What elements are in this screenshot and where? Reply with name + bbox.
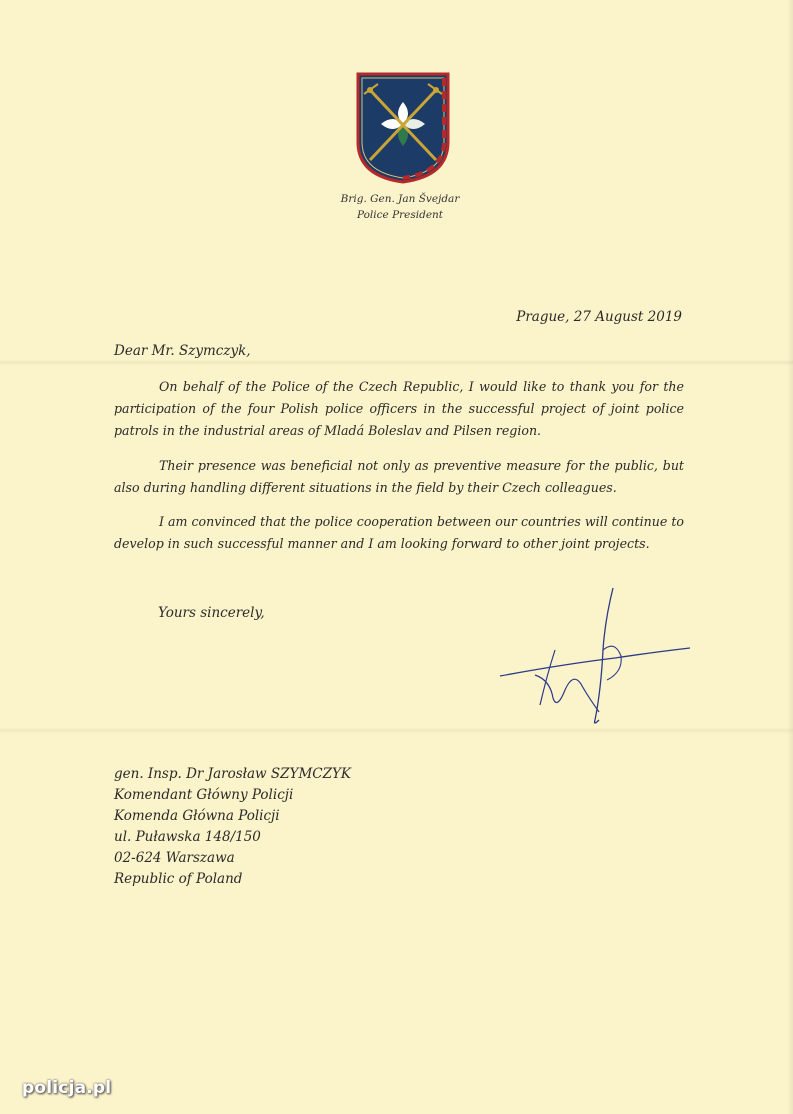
paper-edge-shadow	[787, 0, 793, 1114]
sender-title: Police President	[356, 209, 444, 221]
recipient-line-organization: Komenda Główna Policji	[114, 808, 280, 824]
recipient-line-name: gen. Insp. Dr Jarosław SZYMCZYK	[114, 766, 351, 782]
recipient-line-country: Republic of Poland	[114, 871, 243, 887]
body-paragraph-2: Their presence was beneficial not only as preventive measure for the public, but also during handling different situations in the field by their Czech colleagues.	[114, 458, 684, 495]
police-crest-emblem	[356, 72, 450, 184]
handwritten-signature	[495, 580, 695, 730]
watermark-logo: policja.pl	[22, 1078, 112, 1098]
salutation: Dear Mr. Szymczyk,	[114, 343, 251, 359]
recipient-line-position: Komendant Główny Policji	[114, 787, 294, 803]
body-paragraph-3: I am convinced that the police cooperation between our countries will continue to develop in such successful manner and I am looking forward to other joint projects.	[114, 514, 684, 551]
recipient-line-city: 02-624 Warszawa	[114, 850, 235, 866]
closing-phrase: Yours sincerely,	[158, 605, 265, 621]
recipient-line-street: ul. Puławska 148/150	[114, 829, 261, 845]
body-paragraph-1: On behalf of the Police of the Czech Republic, I would like to thank you for the participation of the four Polish police officers in the successful project of joint police patrols in the industrial areas of Mladá Boleslav and Pilsen region.	[114, 379, 684, 438]
letter-date: Prague, 27 August 2019	[516, 309, 682, 325]
recipient-address-block	[114, 764, 351, 890]
sender-name: Brig. Gen. Jan Švejdar	[340, 193, 460, 205]
